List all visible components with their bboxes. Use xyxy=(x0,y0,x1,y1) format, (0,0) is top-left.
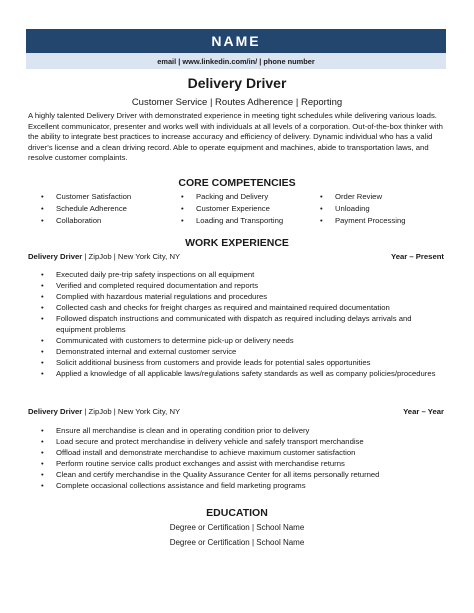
competency-item: • Schedule Adherence xyxy=(41,203,131,215)
contact-info: email | www.linkedin.com/in/ | phone number xyxy=(157,56,315,66)
competency-item: • Customer Satisfaction xyxy=(41,191,131,203)
job-bullet: • Collected cash and checks for freight charges as required and maintained required documentation xyxy=(41,303,441,314)
job-bullet: • Executed daily pre-trip safety inspections on all equipment xyxy=(41,270,441,281)
job-role: Delivery Driver xyxy=(28,252,83,261)
education-heading: EDUCATION xyxy=(206,507,268,519)
job-company: | ZipJob | New York City, NY xyxy=(82,407,181,416)
job-bullet: • Clean and certify merchandise in the Quality Assurance Center for all items personally returned xyxy=(41,470,441,481)
name-banner xyxy=(26,29,446,53)
education-entry: Degree or Certification | School Name xyxy=(169,523,305,532)
job-dates: Year – Year xyxy=(403,407,444,416)
experience-heading: WORK EXPERIENCE xyxy=(185,237,289,249)
competencies-column-3 xyxy=(320,191,406,226)
competency-item: • Unloading xyxy=(320,203,406,215)
job-bullet: • Complete occasional collections assistance and field marketing programs xyxy=(41,481,441,492)
summary-paragraph: A highly talented Delivery Driver with demonstrated experience in meeting tight schedules while delivering various loads. Excellent communicator, presenter and works well with individuals at all levels of a corporation. Out-of-the-box thinker with the ability to integrate best practices to increase accuracy and efficiency of delivery. Dynamic individual who has a valid driver's license and a clean driving record. Able to operate equipment and machines, abide to transportation laws, and resolve customer complaints. xyxy=(28,111,443,162)
job-bullet: • Offload install and demonstrate merchandise to achieve maximum customer satisfaction xyxy=(41,448,441,459)
competency-item: • Payment Processing xyxy=(320,215,406,227)
contact-banner xyxy=(26,53,446,69)
job-company: | ZipJob | New York City, NY xyxy=(82,252,181,261)
competencies-column-1 xyxy=(41,191,131,226)
job-bullet: • Followed dispatch instructions and communicated with dispatch as required including delays arrivals and equipment problems xyxy=(41,314,441,335)
job-bullets-1 xyxy=(41,270,441,380)
competency-item: • Collaboration xyxy=(41,215,131,227)
job-dates: Year – Present xyxy=(391,252,444,261)
competencies-column-2 xyxy=(181,191,283,226)
resume-title: Delivery Driver xyxy=(187,75,287,91)
competencies-heading: CORE COMPETENCIES xyxy=(178,177,296,189)
candidate-name: NAME xyxy=(211,33,261,49)
job-bullet: • Perform routine service calls product exchanges and assist with merchandise returns xyxy=(41,459,441,470)
job-bullet: • Complied with hazardous material regulations and procedures xyxy=(41,292,441,303)
job-role: Delivery Driver xyxy=(28,407,83,416)
job-bullet: • Ensure all merchandise is clean and in operating condition prior to delivery xyxy=(41,426,441,437)
job-bullet: • Load secure and protect merchandise in delivery vehicle and safely transport merchandise xyxy=(41,437,441,448)
job-bullet: • Demonstrated internal and external customer service xyxy=(41,347,441,358)
competency-item: • Packing and Delivery xyxy=(181,191,283,203)
job-header-2 xyxy=(28,407,444,416)
education-entry: Degree or Certification | School Name xyxy=(169,538,305,547)
job-bullet: • Applied a knowledge of all applicable laws/regulations safety standards as well as company policies/procedures xyxy=(41,369,441,380)
competency-item: • Order Review xyxy=(320,191,406,203)
competency-item: • Customer Experience xyxy=(181,203,283,215)
job-bullet: • Solicit additional business from customers and provide leads for potential sales opportunities xyxy=(41,358,441,369)
job-bullets-2 xyxy=(41,426,441,493)
competency-item: • Loading and Transporting xyxy=(181,215,283,227)
job-bullet: • Verified and completed required documentation and reports xyxy=(41,281,441,292)
resume-subtitle: Customer Service | Routes Adherence | Reporting xyxy=(131,97,343,108)
job-bullet: • Communicated with customers to determine pick-up or delivery needs xyxy=(41,336,441,347)
job-header-1 xyxy=(28,252,444,261)
